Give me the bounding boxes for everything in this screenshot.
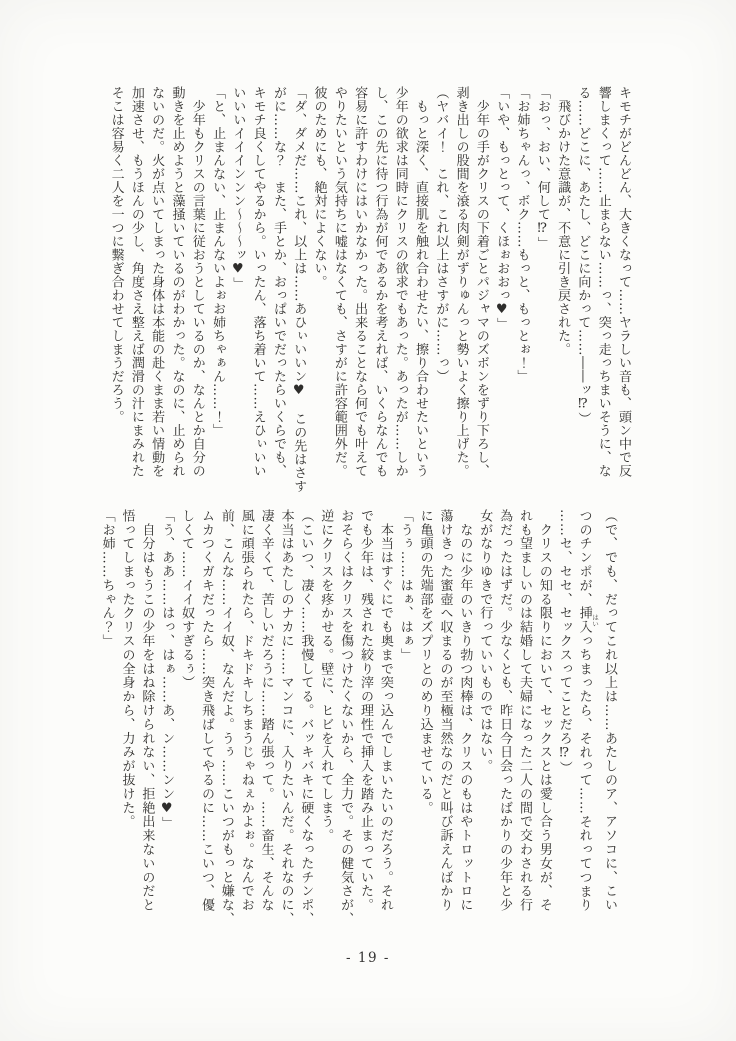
text-column: る……どこに、あたし、どこに向かって……――ッ⁉） [575, 86, 591, 426]
text-column: れも望ましいのは結婚して夫婦になった二人の間で交わされる行 [517, 509, 532, 913]
text-column: ムカつくガキだったら……突き飛ばしてやるのに……こいつ、優 [199, 509, 214, 913]
text-column: 風に頑張られたら、ドキドキしちまうじゃねぇかよぉ。なんでお [238, 509, 254, 913]
text-column: がに……な？ また、手とか、おっぱいでだったらいくらでも、 [270, 86, 286, 478]
text-column: 「う、ああ……はっ、はぁ……あ、ン……ンン♥」 [159, 509, 175, 831]
text-column: 女がなりゆきで行っていいものではない。 [477, 509, 493, 774]
text-column: 「ダ、ダメだ……これ、以上は……あひぃいいン♥ この先はさす [291, 86, 307, 493]
page-number: - 19 - [346, 950, 390, 966]
text-column: 少年の欲求は同時にクリスの欲求でもあった。あったが……しか [392, 86, 408, 478]
text-block-bottom [99, 509, 619, 926]
text-column: 彼のためにも、絶対によくない。 [311, 86, 327, 289]
text-column: つのチンポが、挿入 はいっちまったら、それって……それってつまり [576, 509, 600, 913]
text-column: 自分はもうこの少年をはね除けられない、拒絶出来ないのだと [139, 509, 155, 913]
furigana-ruby: 挿入 はい [576, 606, 600, 635]
text-column: 逆にクリスを疼かせる。壁に、ヒビを入れてしまう。 [318, 509, 334, 843]
text-column: 「お姉ちゃんっ、ボク……もっと、もっとぉ！」 [514, 86, 530, 383]
text-column: ……セ、セセ、セックスってことだろ⁉） [556, 509, 572, 776]
text-column: 蕩けきった蜜壺へ収まるのが至極当然なのだと叫び訴えんばかり [437, 509, 453, 913]
text-column: 悟ってしまったクリスの全身から、力みが抜けた。 [119, 509, 135, 829]
text-column: クリスの知る限りにおいて、セックスとは愛し合う男女が、そ [536, 509, 552, 913]
text-column: そこは容易く二人を一つに繋ぎ合わせてしまうだろう。 [108, 86, 124, 424]
text-block-top [105, 86, 633, 493]
text-column: 本当はすぐにでも奥まで突っ込んでしまいたいのだろう。それ [377, 509, 393, 913]
text-column: 少年の手がクリスの下着ごとパジャマのズボンをずり下ろし、 [473, 86, 489, 478]
text-column: やりたいという気持ちに嘘はなくても、さすがに許容範囲外だ。 [331, 86, 347, 478]
text-column: 凄く辛くて、苦しいだろうに……踏ん張って。……畜生、そんな [258, 509, 274, 913]
text-column: しくて……イイ奴すぎるぅ） [179, 509, 195, 690]
text-column: 容易に許すわけにはいかなかった。出来ることなら何でも叶えて [352, 86, 368, 478]
text-column: でも少年は、残された絞り滓の理性で挿入を踏み止まっていた。 [358, 509, 373, 913]
text-column: し、この先に待つ行為が何であるかを考えれば、いくらなんでも [372, 86, 388, 478]
text-column: もっと深く、直接肌を触れ合わせたい、擦り合わせたいという [413, 86, 429, 478]
text-column: 「いや、もっとって、くほぉおおっ♥」 [494, 86, 510, 331]
text-column: 加速させ、もうほんの少し、角度さえ整えば潤滑の汁にまみれた [128, 86, 144, 478]
text-column: 「お姉……ちゃん？」 [99, 509, 115, 648]
text-column: 動きを止めようと藻掻いているのがわかった。なのに、止められ [169, 86, 185, 478]
text-column: なのに少年のいきり勃つ肉棒は、クリスのもはやトロットロに [457, 509, 473, 913]
text-column: いいいイイインンン〜〜〜ッ♥」 [230, 86, 246, 291]
text-column: 前、こんな……イイ奴、なんだよ。うぅ……こいつがもっと嫌な、 [218, 509, 234, 926]
text-column: 為だったはずだ。少なくとも、昨日今日会ったばかりの少年と少 [497, 509, 513, 913]
text-column: 「うぅ……はぁ、はぁ」 [397, 509, 413, 662]
text-column: 「と、止まんない、止まんないよぉお姉ちゃぁん……！」 [210, 86, 226, 437]
text-column: （こいつ、凄く……我慢してる。バッキバキに硬くなったチンポ、 [298, 509, 314, 926]
text-column: キモチがどんどん、大きくなって……ヤラしい音も、頭ン中で反 [616, 86, 631, 478]
text-column: 飛びかけた意識が、不意に引き戻された。 [555, 86, 571, 356]
text-column: に亀頭の先端部をズプリとのめり込ませている。 [417, 509, 433, 815]
text-column: （で、でも、だってこれ以上は……あたしのア、アソコに、こい [602, 509, 617, 913]
text-column: ないのだ。火が点いてしまった身体は本能の赴くまま若い情動を [149, 86, 165, 478]
text-column: キモチ良くしてやるから。いったん、落ち着いて……えひぃいい [250, 86, 266, 478]
text-column: 剥き出しの股間を滾る肉剣がずりゅんっと勢いよく擦り上げた。 [453, 86, 469, 478]
text-column: おそらくはクリスを傷つけたくないから、全力で。その健気さが、 [338, 509, 354, 926]
text-column: 本当はあたしのナカに……マンコに、入りたいんだ。それなのに、 [278, 509, 294, 926]
text-column: 「おっ、おい、何して⁉」 [534, 86, 550, 250]
text-column: 少年もクリスの言葉に従おうとしているのか、なんとか自分の [189, 86, 205, 478]
text-column: （ヤバイ！ これ、これ以上はさすがに……っ） [433, 86, 449, 383]
text-column: 響しまくって……止まらない……っ、突っ走っちまいそうに、な [595, 86, 611, 478]
